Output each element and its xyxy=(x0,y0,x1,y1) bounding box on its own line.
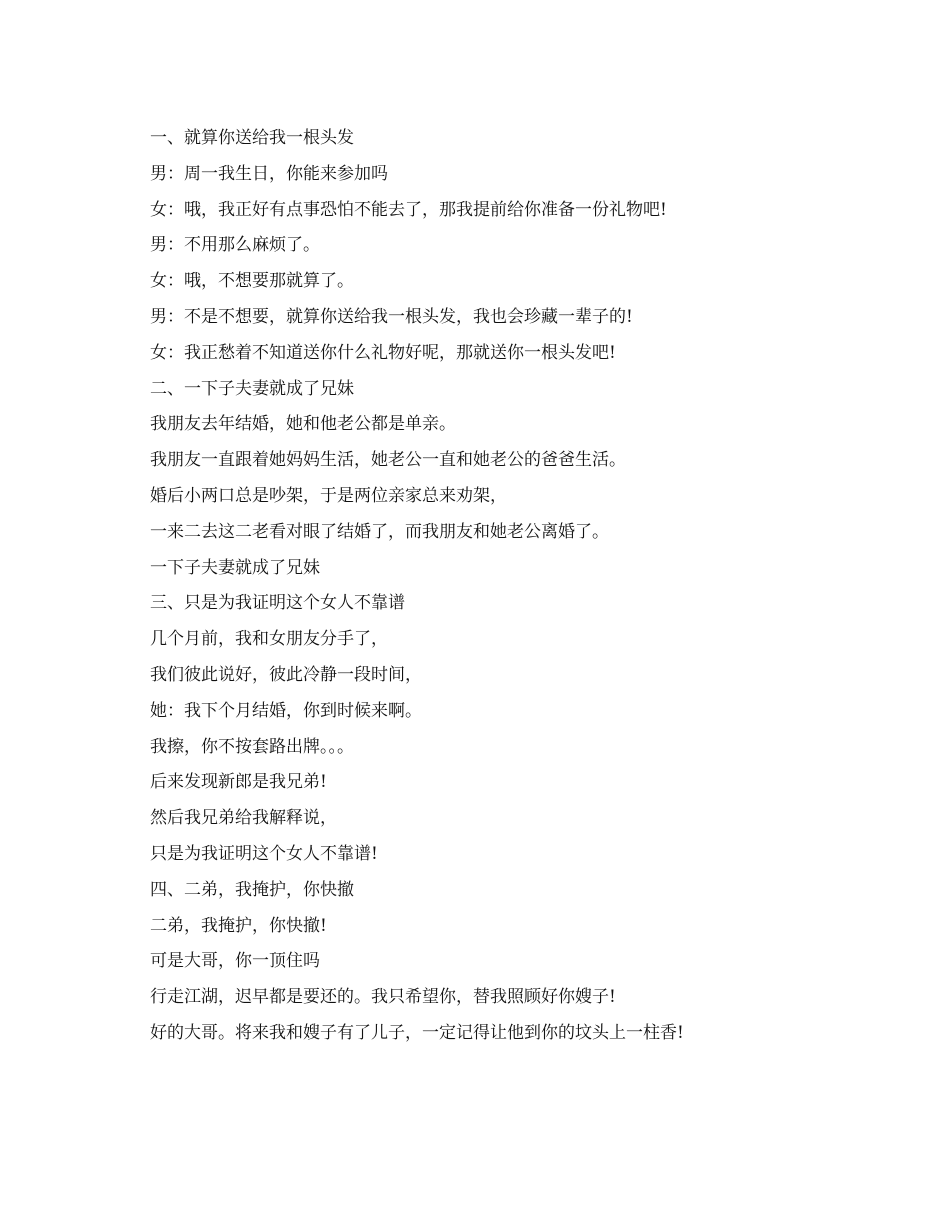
text-line: 我们彼此说好，彼此冷静一段时间， xyxy=(150,664,422,685)
text-line: 婚后小两口总是吵架，于是两位亲家总来劝架， xyxy=(150,485,507,506)
text-line: 我擦，你不按套路出牌。。。 xyxy=(150,736,354,757)
text-line: 然后我兄弟给我解释说， xyxy=(150,808,337,829)
text-line: 二弟，我掩护，你快撤! xyxy=(150,915,327,936)
text-line: 只是为我证明这个女人不靠谱! xyxy=(150,843,378,864)
text-line: 好的大哥。将来我和嫂子有了儿子，一定记得让他到你的坟头上一柱香! xyxy=(150,1022,684,1043)
text-line: 一下子夫妻就成了兄妹 xyxy=(150,557,320,578)
section-heading-3: 三、只是为我证明这个女人不靠谱 xyxy=(150,593,405,614)
section-heading-4: 四、二弟，我掩护，你快撤 xyxy=(150,879,354,900)
text-line: 我朋友去年结婚，她和他老公都是单亲。 xyxy=(150,414,456,435)
text-line: 可是大哥，你一顶住吗 xyxy=(150,951,320,972)
section-heading-1: 一、就算你送给我一根头发 xyxy=(150,128,354,148)
text-line: 她：我下个月结婚，你到时候来啊。 xyxy=(150,700,422,721)
text-line: 几个月前，我和女朋友分手了， xyxy=(150,629,388,650)
text-line: 男：不是不想要，就算你送给我一根头发，我也会珍藏一辈子的! xyxy=(150,306,633,327)
text-line: 男：不用那么麻烦了。 xyxy=(150,235,320,256)
text-line: 一来二去这二老看对眼了结婚了，而我朋友和她老公离婚了。 xyxy=(150,521,609,542)
text-line: 男：周一我生日，你能来参加吗 xyxy=(150,163,388,184)
text-line: 后来发现新郎是我兄弟! xyxy=(150,772,327,793)
text-line: 女：哦，我正好有点事恐怕不能去了，那我提前给你准备一份礼物吧! xyxy=(150,199,667,220)
text-line: 行走江湖，迟早都是要还的。我只希望你，替我照顾好你嫂子! xyxy=(150,987,616,1008)
section-heading-2: 二、一下子夫妻就成了兄妹 xyxy=(150,378,354,399)
text-line: 女：哦，不想要那就算了。 xyxy=(150,271,354,292)
text-line: 我朋友一直跟着她妈妈生活，她老公一直和她老公的爸爸生活。 xyxy=(150,450,626,471)
text-line: 女：我正愁着不知道送你什么礼物好呢，那就送你一根头发吧! xyxy=(150,342,616,363)
document-body xyxy=(150,121,850,1052)
